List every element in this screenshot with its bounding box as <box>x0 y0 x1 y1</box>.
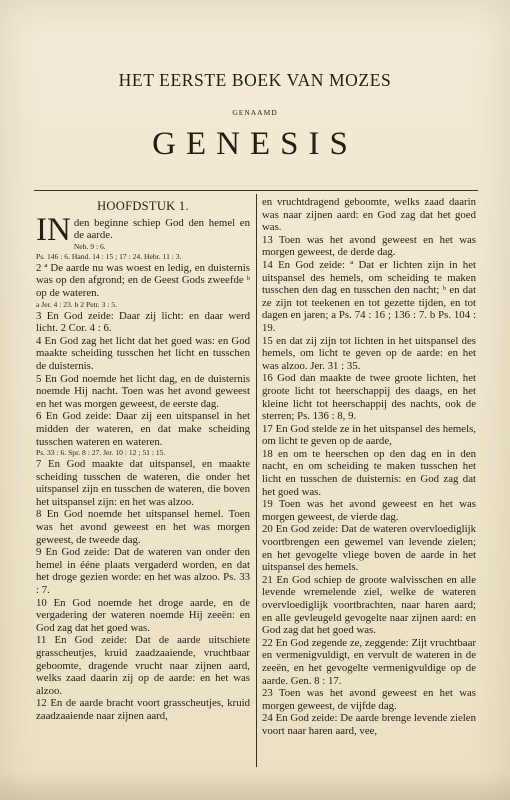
book-subtitle: GENAAMD <box>232 108 278 117</box>
verse: 19 Toen was het avond geweest en het was morgen geweest, de vierde dag. <box>262 498 476 523</box>
chapter-heading: HOOFDSTUK 1. <box>97 199 189 213</box>
column-divider <box>256 194 257 767</box>
drop-cap: IN <box>36 211 71 248</box>
verse: 18 en om te heerschen op den dag en in den nacht, en om scheiding te maken tusschen het licht en tusschen de duisternis: en God zag dat het goed was. <box>262 447 476 498</box>
verse: 20 En God zeide: Dat de wateren overvloediglijk voortbrengen een gewemel van levende zielen; en het gevogelte vliege boven de aarde in het uitspansel des hemels. <box>262 523 476 574</box>
verse: 12 En de aarde bracht voort grasscheutjes, kruid zaadzaaiende naar zijnen aard, <box>36 697 250 722</box>
cross-reference: Neh. 9 : 6. <box>73 241 106 251</box>
left-column <box>36 196 250 723</box>
cross-reference: Ps. 33 : 6. Spr. 8 : 27. Jer. 10 : 12 ; 51 : 15. <box>36 448 166 458</box>
verse: 22 En God zegende ze, zeggende: Zijt vruchtbaar en vermenigvuldigt, en vervult de wateren in de zeeën, en het gevogelte vermenigvuldige op de aarde. Gen. 8 : 17. <box>262 636 476 687</box>
verse: 16 God dan maakte de twee groote lichten, het groote licht tot heerschappij des daags, en het kleine licht tot heerschappij des nachts, ook de sterren; Ps. 136 : 8, 9. <box>262 372 476 423</box>
verse: 4 En God zag het licht dat het goed was: en God maakte scheiding tusschen het licht en tusschen de duisternis. <box>36 334 250 372</box>
verse: 24 En God zeide: De aarde brenge levende zielen voort naar haren aard, vee, <box>262 712 476 737</box>
verse: 7 En God maakte dat uitspansel, en maakte scheiding tusschen de wateren, die onder het uitspansel zijn en tusschen de wateren, die boven het uitspansel zijn: en het was alzoo. <box>36 458 250 508</box>
verse: 5 En God noemde het licht dag, en de duisternis noemde Hij nacht. Toen was het avond geweest en het was morgen geweest, de eerste dag. <box>36 372 250 410</box>
verse: 14 En God zeide: ª Dat er lichten zijn in het uitspansel des hemels, om scheiding te maken tusschen den dag en tusschen den nacht; ᵇ en dat ze zijn tot teekenen en tot gezette tijden, en tot dagen en jaren; a Ps. 74 : 16 ; 136 : 7. b Ps. 104 : 19. <box>262 258 476 334</box>
verse: 9 En God zeide: Dat de wateren van onder den hemel in ééne plaats vergaderd worden, en dat het droge gezien worde: en het was alzoo. Ps. 33 : 7. <box>36 546 250 597</box>
verse: 8 En God noemde het uitspansel hemel. Toen was het avond geweest en het was morgen geweest, de tweede dag. <box>36 508 250 546</box>
cross-reference: a Jer. 4 : 23. b 2 Petr. 3 : 5. <box>36 299 117 309</box>
verse-text: den beginne schiep God den hemel en de aarde. <box>73 216 250 242</box>
verse: 11 En God zeide: Dat de aarde uitschiete grasscheutjes, kruid zaadzaaiende, vruchtbaar geboomte, dragende vrucht naar zijnen aard, welks zaad daarin zij op de aarde: en het was alzoo. <box>36 634 250 697</box>
header-rule <box>34 190 478 191</box>
verse: 13 Toen was het avond geweest en het was morgen geweest, de derde dag. <box>262 233 476 259</box>
verse: 17 En God stelde ze in het uitspansel des hemels, om licht te geven op de aarde, <box>262 422 476 448</box>
page-edge-shadow <box>0 772 510 800</box>
verse: 10 En God noemde het droge aarde, en de vergadering der wateren noemde Hij zeeën: en God zag dat het goed was. <box>36 596 250 634</box>
verse: 15 en dat zij zijn tot lichten in het uitspansel des hemels, om licht te geven op de aarde: en het was alzoo. Jer. 31 : 35. <box>262 334 476 372</box>
verse: 6 En God zeide: Daar zij een uitspansel in het midden der wateren, en dat make scheiding tusschen wateren en wateren. <box>36 410 250 448</box>
book-title: HET EERSTE BOEK VAN MOZES <box>118 70 392 90</box>
verse: 21 En God schiep de groote walvisschen en alle levende wremelende ziel, welke de wateren overvloediglijk voortbrachten, naar haren aard; en alle gevleugeld gevogelte naar zijnen aard: en God zag dat het goed was. <box>262 573 476 637</box>
verse: 2 ª De aarde nu was woest en ledig, en duisternis was op den afgrond; en de Geest Gods zweefde ᵇ op de wateren. <box>36 261 250 299</box>
cross-reference: Ps. 146 : 6. Hand. 14 : 15 ; 17 : 24. Hebr. 11 : 3. <box>36 251 182 261</box>
right-column <box>262 196 476 738</box>
verse: 23 Toen was het avond geweest en het was morgen geweest, de vijfde dag. <box>262 687 476 712</box>
verse: en vruchtdragend geboomte, welks zaad daarin was naar zijnen aard: en God zag dat het goed was. <box>262 196 476 234</box>
book-name: GENESIS <box>152 126 358 162</box>
verse: 3 En God zeide: Daar zij licht: en daar werd licht. 2 Cor. 4 : 6. <box>36 309 250 335</box>
